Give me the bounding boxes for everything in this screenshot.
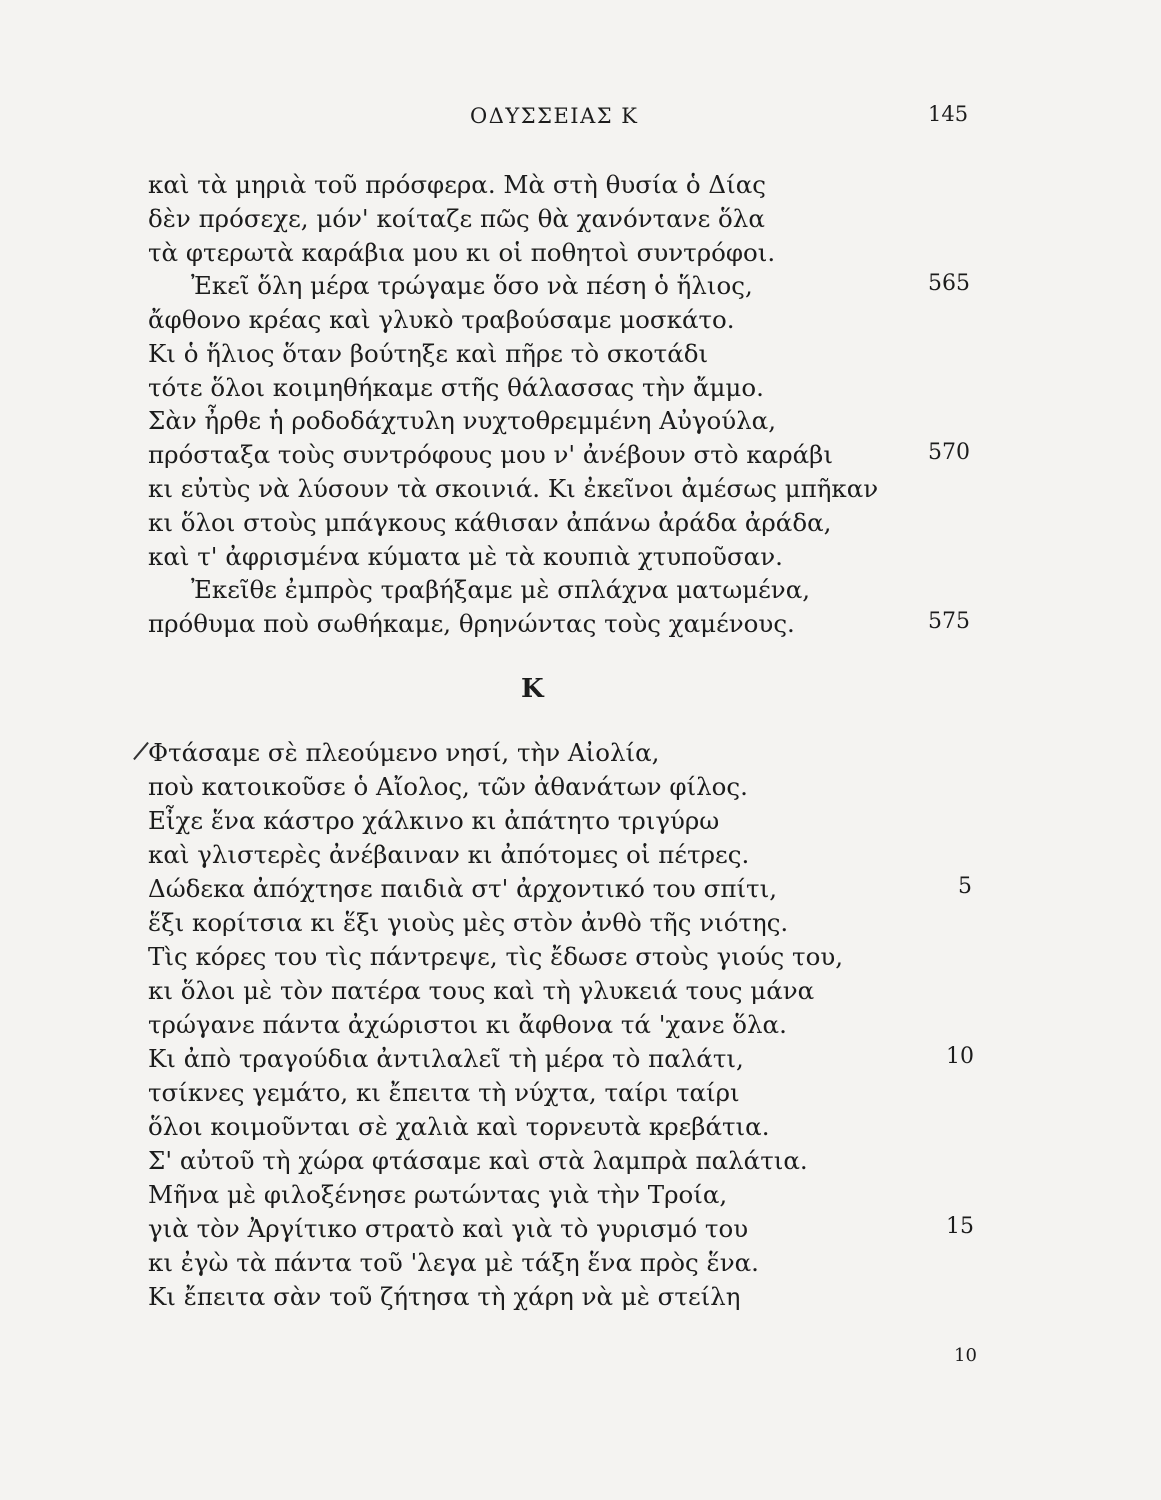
verse-line xyxy=(0,609,1161,649)
verse-text: Σὰν ἦρθε ἡ ροδοδάχτυλη νυχτοθρεμμένη Αὐγούλα, xyxy=(148,406,776,435)
verse-text: πρόσταξα τοὺς συντρόφους μου ν' ἀνέβουν στὸ καράβι xyxy=(148,440,833,469)
verse-text: τὰ φτερωτὰ καράβια μου κι οἱ ποθητοὶ συντρόφοι. xyxy=(148,238,776,267)
verse-text: τρώγανε πάντα ἀχώριστοι κι ἄφθονα τά 'χανε ὅλα. xyxy=(148,1010,787,1039)
verse-text: Φτάσαμε σὲ πλεούμενο νησί, τὴν Αἰολία, xyxy=(148,738,660,767)
verse-text: Κι ἀπὸ τραγούδια ἀντιλαλεῖ τὴ μέρα τὸ παλάτι, xyxy=(148,1044,744,1073)
verse-text: Μῆνα μὲ φιλοξένησε ρωτώντας γιὰ τὴν Τροία, xyxy=(148,1180,728,1209)
line-number: 570 xyxy=(928,440,970,465)
line-number: 5 xyxy=(958,874,972,899)
verse-text: ἄφθονο κρέας καὶ γλυκὸ τραβούσαμε μοσκάτο. xyxy=(148,305,735,334)
verse-text: Ἐκεῖθε ἐμπρὸς τραβήξαμε μὲ σπλάχνα ματωμένα, xyxy=(191,575,811,604)
page-number: 145 xyxy=(928,102,969,126)
verse-text: κι ὅλοι στοὺς μπάγκους κάθισαν ἀπάνω ἀράδα ἀράδα, xyxy=(148,508,832,537)
verse-text: Τὶς κόρες του τὶς πάντρεψε, τὶς ἔδωσε στοὺς γιούς του, xyxy=(148,942,844,971)
verse-text: Κι ἔπειτα σὰν τοῦ ζήτησα τὴ χάρη νὰ μὲ στείλη xyxy=(148,1282,741,1311)
verse-text: τότε ὅλοι κοιμηθήκαμε στῆς θάλασσας τὴν ἄμμο. xyxy=(148,373,764,402)
signature-number: 10 xyxy=(954,1345,977,1366)
verse-line xyxy=(0,1282,1161,1322)
verse-text: γιὰ τὸν Ἀργίτικο στρατὸ καὶ γιὰ τὸ γυρισμό του xyxy=(148,1214,749,1243)
verse-text: Σ' αὐτοῦ τὴ χώρα φτάσαμε καὶ στὰ λαμπρὰ παλάτια. xyxy=(148,1146,808,1175)
verse-text: κι εὐτὺς νὰ λύσουν τὰ σκοινιά. Κι ἐκεῖνοι ἀμέσως μπῆκαν xyxy=(148,474,879,503)
verse-text: καὶ τ' ἀφρισμένα κύματα μὲ τὰ κουπιὰ χτυποῦσαν. xyxy=(148,542,783,571)
verse-text: καὶ γλιστερὲς ἀνέβαιναν κι ἀπότομες οἱ πέτρες. xyxy=(148,840,750,869)
verse-text: πρόθυμα ποὺ σωθήκαμε, θρηνώντας τοὺς χαμένους. xyxy=(148,609,795,638)
section-heading: Κ xyxy=(521,674,544,704)
verse-text: ὅλοι κοιμοῦνται σὲ χαλιὰ καὶ τορνευτὰ κρεβάτια. xyxy=(148,1112,770,1141)
verse-text: Εἶχε ἕνα κάστρο χάλκινο κι ἀπάτητο τριγύρω xyxy=(148,806,720,835)
line-number: 15 xyxy=(946,1214,974,1239)
running-title: ΟΔΥΣΣΕΙΑΣ Κ xyxy=(470,104,639,128)
verse-text: δὲν πρόσεχε, μόν' κοίταζε πῶς θὰ χανόντανε ὅλα xyxy=(148,204,765,233)
verse-text: Δώδεκα ἀπόχτησε παιδιὰ στ' ἀρχοντικό του σπίτι, xyxy=(148,874,777,903)
verse-text: καὶ τὰ μηριὰ τοῦ πρόσφερα. Μὰ στὴ θυσία ὁ Δίας xyxy=(148,170,766,199)
verse-text: Κι ὁ ἥλιος ὅταν βούτηξε καὶ πῆρε τὸ σκοτάδι xyxy=(148,339,709,368)
verse-text: Ἐκεῖ ὅλη μέρα τρώγαμε ὅσο νὰ πέση ὁ ἥλιος, xyxy=(191,271,753,300)
line-number: 10 xyxy=(946,1044,974,1069)
line-number: 575 xyxy=(928,609,970,634)
verse-text: τσίκνες γεμάτο, κι ἔπειτα τὴ νύχτα, ταίρι ταίρι xyxy=(148,1078,740,1107)
verse-text: ποὺ κατοικοῦσε ὁ Αἴολος, τῶν ἀθανάτων φίλος. xyxy=(148,772,748,801)
verse-text: κι ὅλοι μὲ τὸν πατέρα τους καὶ τὴ γλυκειά τους μάνα xyxy=(148,976,815,1005)
verse-text: ἕξι κορίτσια κι ἕξι γιοὺς μὲς στὸν ἀνθὸ τῆς νιότης. xyxy=(148,908,789,937)
verse-text: κι ἐγὼ τὰ πάντα τοῦ 'λεγα μὲ τάξη ἕνα πρὸς ἕνα. xyxy=(148,1248,759,1277)
line-number: 565 xyxy=(928,271,970,296)
